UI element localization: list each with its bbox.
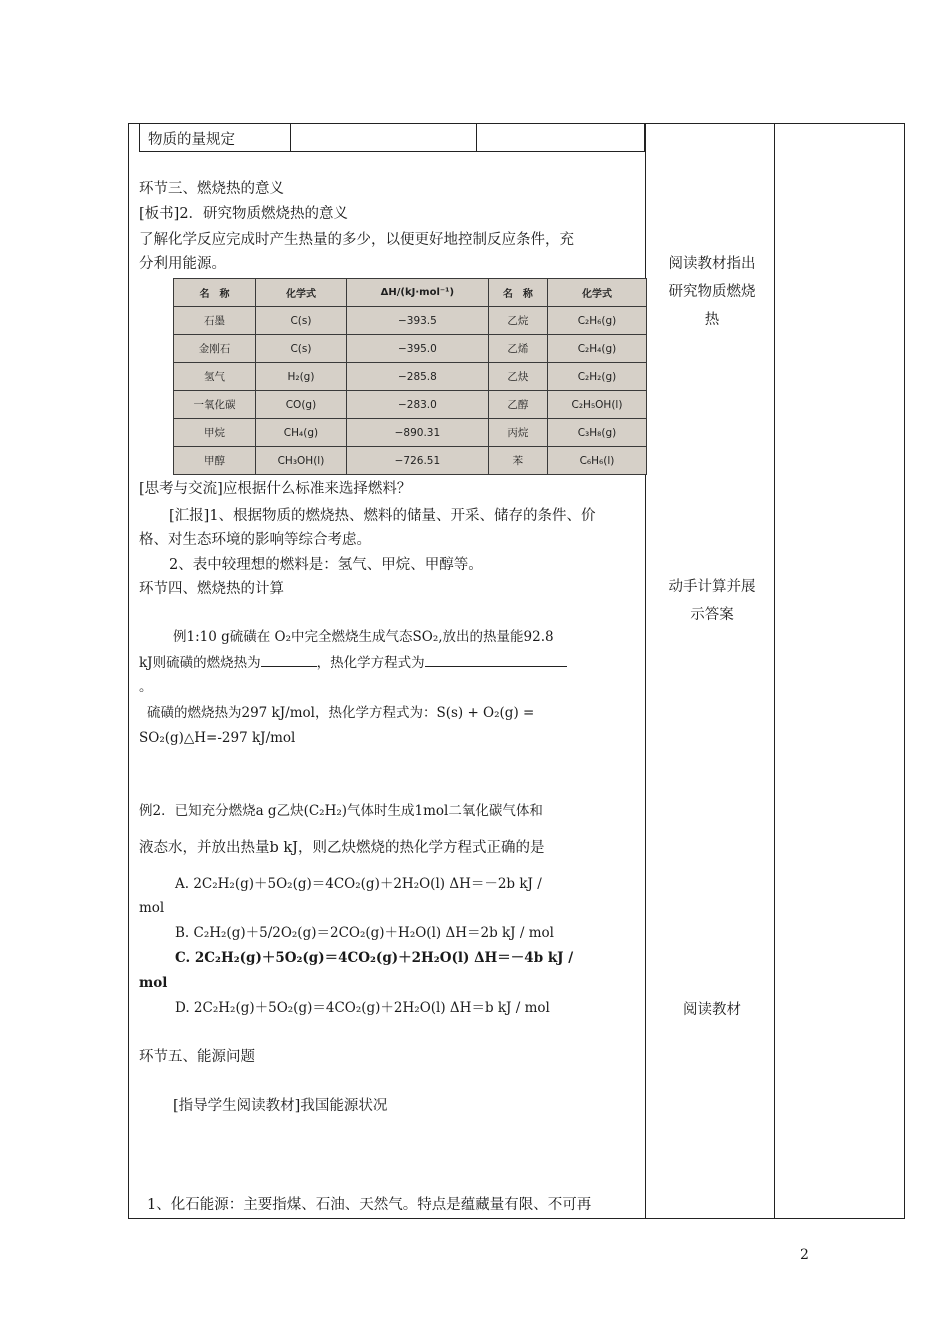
para1-line1: 了解化学反应完成时产生热量的多少，以便更好地控制反应条件，充 [139,232,574,248]
page-number: 2 [800,1247,809,1263]
table-cell: −283.0 [346,391,488,419]
column-divider-2 [774,124,775,1218]
table-cell: −890.31 [346,419,488,447]
example1-line1: 例1:10 g硫磺在 O₂中完全燃烧生成气态SO₂,放出的热量能92.8 [173,629,554,645]
combustion-heat-table [173,278,647,475]
option-c-line1: C. 2C₂H₂(g)＋5O₂(g)＝4CO₂(g)＋2H₂O(l) ΔH＝－4b kJ / [175,950,574,966]
table-cell: −726.51 [346,447,488,475]
table-cell: 一氧化碳 [174,391,256,419]
report-line2: 格、对生态环境的影响等综合考虑。 [139,532,371,548]
board-note: [板书]2．研究物质燃烧热的意义 [139,206,349,222]
table-cell: C₂H₅OH(l) [547,391,646,419]
option-b: B. C₂H₂(g)＋5/2O₂(g)＝2CO₂(g)＋H₂O(l) ΔH＝2b kJ / mol [175,925,554,941]
side-note-1-line2: 研究物质燃烧 [668,284,756,300]
option-a-line1: A. 2C₂H₂(g)＋5O₂(g)＝4CO₂(g)＋2H₂O(l) ΔH＝－2b kJ / [175,876,542,892]
side-note-1-line3: 热 [704,312,720,328]
side-note-3 [652,996,772,1024]
table-header: 化学式 [547,279,646,307]
table-cell: H₂(g) [255,363,346,391]
top-row-cell1: 物质的量规定 [148,132,235,148]
table-cell: C₃H₈(g) [547,419,646,447]
table-cell: C(s) [255,307,346,335]
report-line3: 2、表中较理想的燃料是：氢气、甲烷、甲醇等。 [169,557,483,573]
side-note-2-line2: 示答案 [690,607,734,623]
example1-line3: 。 [139,679,153,695]
table-cell: C₂H₆(g) [547,307,646,335]
table-row [174,335,647,363]
table-header: 名 称 [174,279,256,307]
section3-title: 环节三、燃烧热的意义 [139,181,284,197]
example1-line2-b: ，热化学方程式为 [316,655,425,671]
fossil-energy: 1、化石能源：主要指煤、石油、天然气。特点是蕴藏量有限、不可再 [147,1197,592,1213]
table-cell: −393.5 [346,307,488,335]
table-cell: 石墨 [174,307,256,335]
table-cell: 乙炔 [488,363,547,391]
example1-line2-a: kJ则硫磺的燃烧热为 [139,655,261,671]
example1-line2 [139,652,567,673]
side-note-1-line1: 阅读教材指出 [668,256,756,272]
table-cell: 甲烷 [174,419,256,447]
think-prompt: [思考与交流]应根据什么标准来选择燃料？ [139,481,412,497]
table-cell: 丙烷 [488,419,547,447]
table-row [174,391,647,419]
option-d: D. 2C₂H₂(g)＋5O₂(g)＝4CO₂(g)＋2H₂O(l) ΔH＝b kJ / mol [175,1000,550,1016]
option-c-line2: mol [139,975,168,991]
example2-line1: 例2．已知充分燃烧a g乙炔(C₂H₂)气体时生成1mol二氧化碳气体和 [139,803,543,819]
table-row [174,419,647,447]
table-cell: 氢气 [174,363,256,391]
table-row [174,447,647,475]
blank-heat[interactable] [261,652,317,667]
side-note-3-line1: 阅读教材 [683,1002,741,1018]
answer1-line1: 硫磺的燃烧热为297 kJ/mol，热化学方程式为：S(s) + O₂(g) = [147,705,535,721]
table-cell: C(s) [255,335,346,363]
top-row-box [139,124,645,152]
table-cell: CH₃OH(l) [255,447,346,475]
table-cell: 乙烷 [488,307,547,335]
lesson-table [128,123,905,1219]
top-row-sep-1 [290,124,291,151]
table-cell: 金刚石 [174,335,256,363]
table-cell: C₂H₂(g) [547,363,646,391]
section5-title: 环节五、能源问题 [139,1049,255,1065]
side-note-1 [652,250,772,334]
table-header: 名 称 [488,279,547,307]
example2-line2: 液态水，并放出热量b kJ，则乙炔燃烧的热化学方程式正确的是 [139,840,545,856]
para1-line2: 分利用能源。 [139,256,226,272]
table-cell: CH₄(g) [255,419,346,447]
blank-equation[interactable] [425,652,567,667]
table-cell: −395.0 [346,335,488,363]
answer1-line2: SO₂(g)△H=-297 kJ/mol [139,730,296,746]
report-line1: [汇报]1、根据物质的燃烧热、燃料的储量、开采、储存的条件、价 [169,508,596,524]
table-header-row [174,279,647,307]
table-cell: C₆H₆(l) [547,447,646,475]
side-note-2-line1: 动手计算并展 [668,579,756,595]
section4-title: 环节四、燃烧热的计算 [139,581,284,597]
table-header: ΔH/(kJ·mol⁻¹) [346,279,488,307]
side-note-2 [652,573,772,629]
table-cell: 乙醇 [488,391,547,419]
table-row [174,307,647,335]
table-cell: C₂H₄(g) [547,335,646,363]
table-row [174,363,647,391]
table-header: 化学式 [255,279,346,307]
table-cell: −285.8 [346,363,488,391]
table-cell: 乙烯 [488,335,547,363]
guide-read: [指导学生阅读教材]我国能源状况 [173,1098,388,1114]
option-a-line2: mol [139,900,165,916]
table-cell: CO(g) [255,391,346,419]
table-cell: 甲醇 [174,447,256,475]
table-cell: 苯 [488,447,547,475]
top-row-sep-2 [476,124,477,151]
